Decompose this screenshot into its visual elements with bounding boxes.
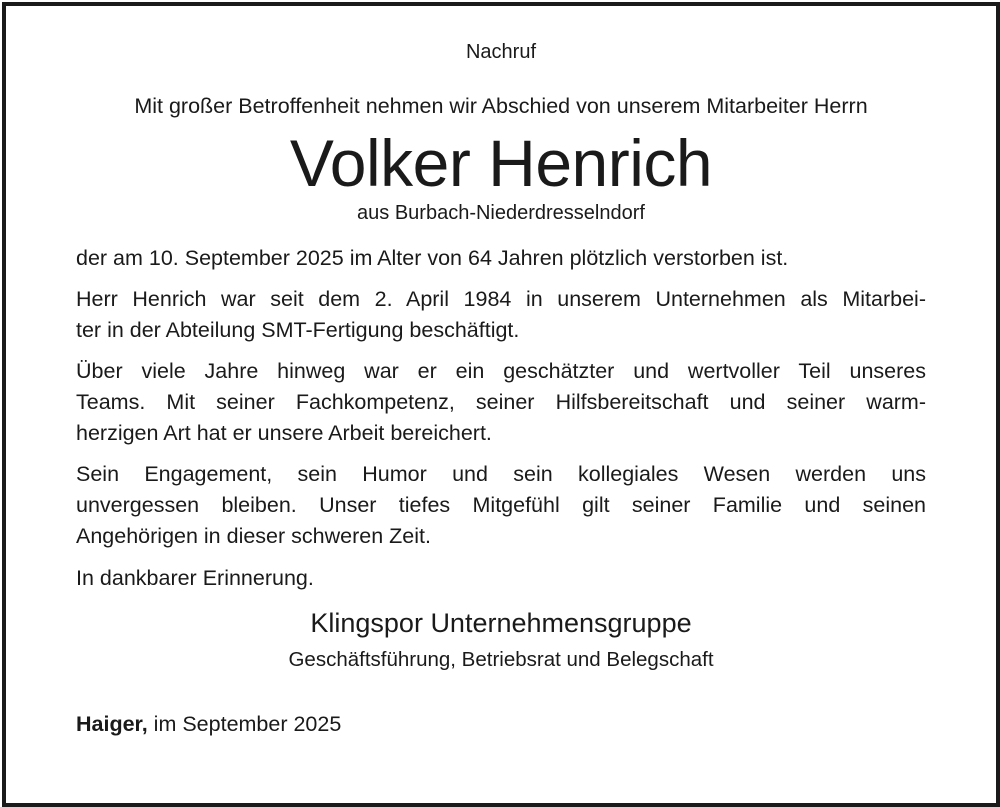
paragraph-line: Angehörigen in dieser schweren Zeit. [76,524,431,548]
paragraph-employment [76,284,926,346]
paragraph-line: Sein Engagement, sein Humor und sein kollegiales Wesen werden uns [76,462,926,486]
notice-heading: Nachruf [465,41,537,63]
place-and-date [76,709,926,740]
paragraph-line: Über viele Jahre hinweg war er ein geschätzter und wertvoller Teil unseres [76,359,926,383]
paragraph-condolence [76,459,926,552]
deceased-origin: aus Burbach-Niederdresselndorf [357,202,645,224]
death-statement: der am 10. September 2025 im Alter von 64 Jahren plötzlich verstorben ist. [76,246,789,270]
company-name: Klingspor Unternehmensgruppe [310,608,692,638]
paragraph-line: ter in der Abteilung SMT-Fertigung beschäftigt. [76,318,520,342]
paragraph-tribute [76,356,926,449]
deceased-name: Volker Henrich [289,126,713,200]
paragraph-line: unvergessen bleiben. Unser tiefes Mitgefühl gilt seiner Familie und seinen [76,493,926,517]
company-departments: Geschäftsführung, Betriebsrat und Belegschaft [288,648,714,671]
closing-line: In dankbarer Erinnerung. [76,566,314,590]
place-date: im September 2025 [147,712,342,736]
paragraph-line: Herr Henrich war seit dem 2. April 1984 in unserem Unternehmen als Mitarbei- [76,287,926,311]
paragraph-line: Teams. Mit seiner Fachkompetenz, seiner Hilfsbereitschaft und seiner warm- [76,390,926,414]
intro-text: Mit großer Betroffenheit nehmen wir Abschied von unserem Mitarbeiter Herrn [134,94,868,118]
paragraph-line: herzigen Art hat er unsere Arbeit bereichert. [76,421,492,445]
obituary-notice [76,38,926,740]
place-city: Haiger, [76,712,148,736]
